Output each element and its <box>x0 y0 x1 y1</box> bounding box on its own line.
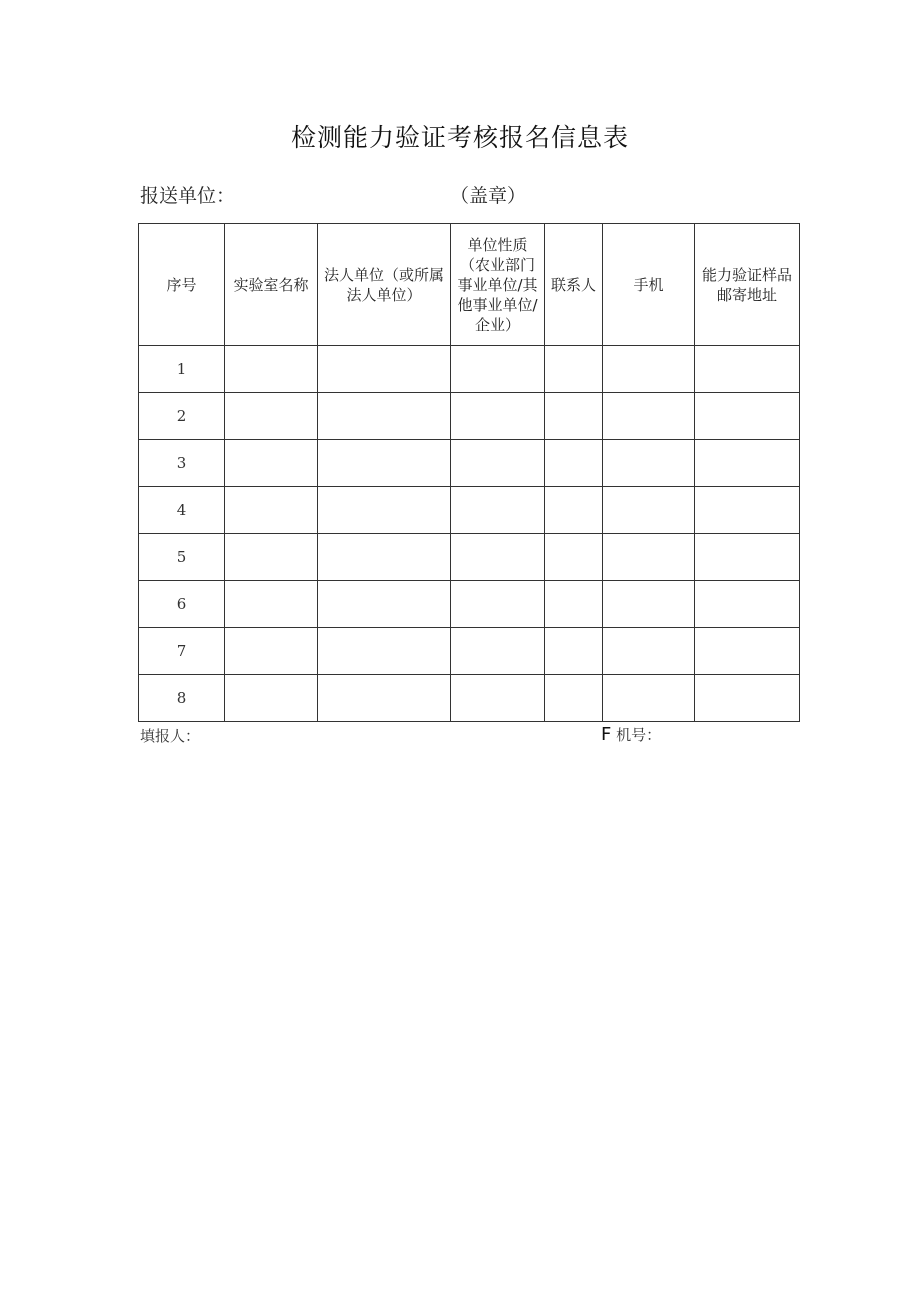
filler-label: 填报人： <box>140 727 201 745</box>
cell-lab-name[interactable] <box>225 487 318 534</box>
cell-sample-address[interactable] <box>695 487 800 534</box>
cell-sample-address[interactable] <box>695 581 800 628</box>
cell-lab-name[interactable] <box>225 581 318 628</box>
cell-unit-type[interactable] <box>451 440 545 487</box>
cell-legal-entity[interactable] <box>318 440 451 487</box>
phone-label-group <box>601 724 661 745</box>
cell-unit-type[interactable] <box>451 675 545 722</box>
cell-unit-type[interactable] <box>451 346 545 393</box>
table-row <box>139 628 800 675</box>
cell-unit-type[interactable] <box>451 581 545 628</box>
cell-mobile[interactable] <box>603 487 695 534</box>
cell-lab-name[interactable] <box>225 393 318 440</box>
cell-contact-person[interactable] <box>545 393 603 440</box>
cell-legal-entity[interactable] <box>318 487 451 534</box>
cell-unit-type[interactable] <box>451 534 545 581</box>
cell-legal-entity[interactable] <box>318 534 451 581</box>
cell-sample-address[interactable] <box>695 346 800 393</box>
cell-sample-address[interactable] <box>695 440 800 487</box>
table-row <box>139 440 800 487</box>
cell-serial-no: 8 <box>139 675 225 722</box>
cell-unit-type[interactable] <box>451 393 545 440</box>
cell-serial-no: 7 <box>139 628 225 675</box>
table-row <box>139 393 800 440</box>
header-contact-person: 联系人 <box>545 224 603 346</box>
registration-table <box>138 223 800 722</box>
cell-contact-person[interactable] <box>545 581 603 628</box>
table-row <box>139 487 800 534</box>
phone-mark: F <box>601 724 612 745</box>
cell-contact-person[interactable] <box>545 628 603 675</box>
cell-lab-name[interactable] <box>225 675 318 722</box>
header-unit-type: 单位性质（农业部门事业单位/其他事业单位/企业） <box>451 224 545 346</box>
cell-mobile[interactable] <box>603 346 695 393</box>
cell-legal-entity[interactable] <box>318 581 451 628</box>
cell-contact-person[interactable] <box>545 534 603 581</box>
cell-serial-no: 4 <box>139 487 225 534</box>
header-serial-no: 序号 <box>139 224 225 346</box>
header-sample-address: 能力验证样品邮寄地址 <box>695 224 800 346</box>
cell-serial-no: 5 <box>139 534 225 581</box>
cell-lab-name[interactable] <box>225 346 318 393</box>
cell-legal-entity[interactable] <box>318 675 451 722</box>
cell-serial-no: 3 <box>139 440 225 487</box>
cell-contact-person[interactable] <box>545 346 603 393</box>
table-header-row <box>139 224 800 346</box>
phone-label: 机号： <box>616 726 662 744</box>
cell-serial-no: 1 <box>139 346 225 393</box>
seal-label: （盖章） <box>450 185 527 207</box>
cell-contact-person[interactable] <box>545 440 603 487</box>
cell-legal-entity[interactable] <box>318 628 451 675</box>
cell-contact-person[interactable] <box>545 487 603 534</box>
cell-lab-name[interactable] <box>225 534 318 581</box>
table-row <box>139 534 800 581</box>
header-legal-entity: 法人单位（或所属法人单位） <box>318 224 451 346</box>
page-title: 检测能力验证考核报名信息表 <box>290 123 629 152</box>
cell-sample-address[interactable] <box>695 393 800 440</box>
table-row <box>139 675 800 722</box>
cell-serial-no: 2 <box>139 393 225 440</box>
header-lab-name: 实验室名称 <box>225 224 318 346</box>
cell-mobile[interactable] <box>603 393 695 440</box>
cell-mobile[interactable] <box>603 675 695 722</box>
cell-unit-type[interactable] <box>451 628 545 675</box>
cell-unit-type[interactable] <box>451 487 545 534</box>
cell-contact-person[interactable] <box>545 675 603 722</box>
table-row <box>139 346 800 393</box>
cell-legal-entity[interactable] <box>318 393 451 440</box>
cell-serial-no: 6 <box>139 581 225 628</box>
cell-sample-address[interactable] <box>695 534 800 581</box>
cell-lab-name[interactable] <box>225 628 318 675</box>
cell-sample-address[interactable] <box>695 675 800 722</box>
table-row <box>139 581 800 628</box>
cell-mobile[interactable] <box>603 581 695 628</box>
header-mobile: 手机 <box>603 224 695 346</box>
cell-lab-name[interactable] <box>225 440 318 487</box>
cell-legal-entity[interactable] <box>318 346 451 393</box>
cell-mobile[interactable] <box>603 440 695 487</box>
cell-mobile[interactable] <box>603 628 695 675</box>
reporting-unit-label: 报送单位： <box>140 185 236 207</box>
cell-sample-address[interactable] <box>695 628 800 675</box>
cell-mobile[interactable] <box>603 534 695 581</box>
